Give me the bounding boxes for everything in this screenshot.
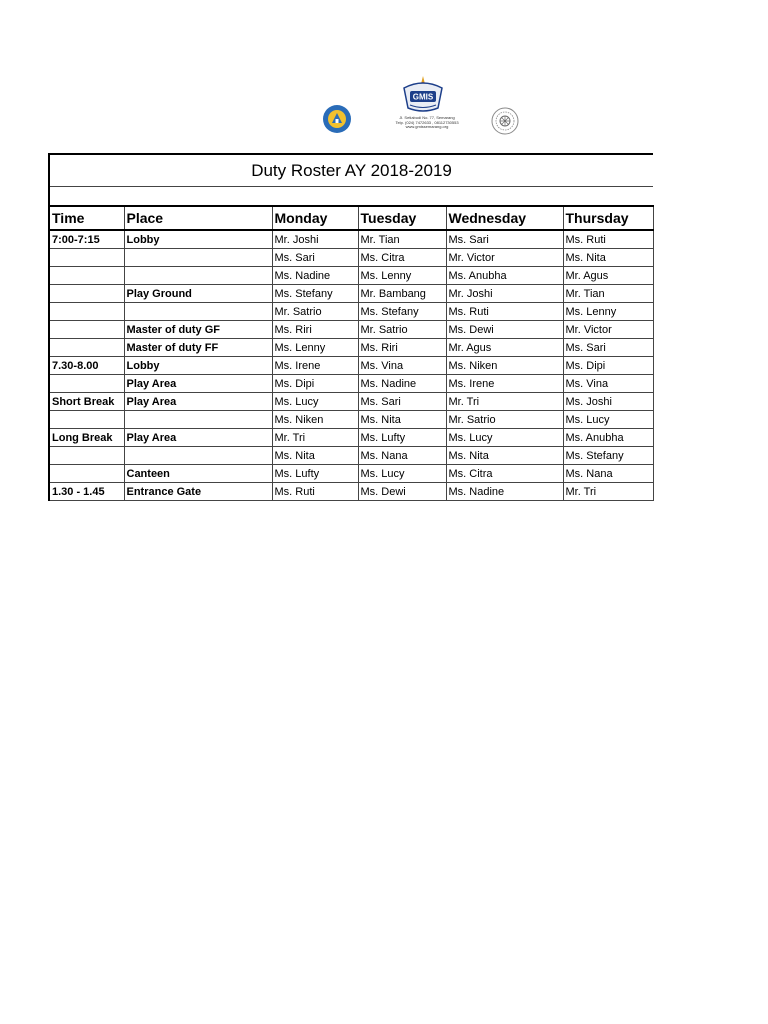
monday-cell: Mr. Joshi	[272, 230, 358, 249]
time-cell	[49, 285, 124, 303]
table-row	[49, 483, 653, 501]
place-cell: Master of duty GF	[124, 321, 272, 339]
wednesday-cell: Ms. Niken	[446, 357, 563, 375]
place-cell: Lobby	[124, 357, 272, 375]
table-row	[49, 429, 653, 447]
table-row	[49, 411, 653, 429]
thursday-cell: Ms. Vina	[563, 375, 653, 393]
monday-cell: Ms. Nita	[272, 447, 358, 465]
thursday-cell: Ms. Dipi	[563, 357, 653, 375]
thursday-cell: Ms. Anubha	[563, 429, 653, 447]
monday-cell: Ms. Lufty	[272, 465, 358, 483]
time-cell	[49, 375, 124, 393]
tuesday-cell: Ms. Dewi	[358, 483, 446, 501]
thursday-cell: Ms. Lenny	[563, 303, 653, 321]
monday-cell: Ms. Stefany	[272, 285, 358, 303]
table-row	[49, 339, 653, 357]
monday-cell: Ms. Riri	[272, 321, 358, 339]
tuesday-cell: Ms. Lufty	[358, 429, 446, 447]
place-cell: Entrance Gate	[124, 483, 272, 501]
table-row	[49, 357, 653, 375]
wednesday-cell: Ms. Nita	[446, 447, 563, 465]
column-header-wednesday: Wednesday	[446, 206, 563, 230]
tuesday-cell: Ms. Lucy	[358, 465, 446, 483]
wednesday-cell: Mr. Agus	[446, 339, 563, 357]
thursday-cell: Mr. Agus	[563, 267, 653, 285]
time-cell	[49, 411, 124, 429]
wednesday-cell: Ms. Nadine	[446, 483, 563, 501]
place-cell: Play Area	[124, 375, 272, 393]
wednesday-cell: Mr. Joshi	[446, 285, 563, 303]
wednesday-cell: Mr. Victor	[446, 249, 563, 267]
thursday-cell: Mr. Tian	[563, 285, 653, 303]
monday-cell: Ms. Dipi	[272, 375, 358, 393]
place-cell: Play Area	[124, 429, 272, 447]
column-header-thursday: Thursday	[563, 206, 653, 230]
place-cell	[124, 411, 272, 429]
school-address	[382, 116, 472, 130]
thursday-cell: Ms. Ruti	[563, 230, 653, 249]
thursday-cell: Ms. Lucy	[563, 411, 653, 429]
tuesday-cell: Ms. Nadine	[358, 375, 446, 393]
wednesday-cell: Ms. Lucy	[446, 429, 563, 447]
thursday-cell: Mr. Tri	[563, 483, 653, 501]
column-header-place: Place	[124, 206, 272, 230]
thursday-cell: Ms. Nana	[563, 465, 653, 483]
time-cell: Short Break	[49, 393, 124, 411]
table-row	[49, 285, 653, 303]
table-row	[49, 321, 653, 339]
monday-cell: Ms. Nadine	[272, 267, 358, 285]
tuesday-cell: Mr. Satrio	[358, 321, 446, 339]
wednesday-cell: Ms. Irene	[446, 375, 563, 393]
monday-cell: Ms. Ruti	[272, 483, 358, 501]
tuesday-cell: Ms. Lenny	[358, 267, 446, 285]
thursday-cell: Ms. Nita	[563, 249, 653, 267]
roster-title: Duty Roster AY 2018-2019	[49, 154, 653, 187]
tuesday-cell: Mr. Tian	[358, 230, 446, 249]
place-cell: Play Area	[124, 393, 272, 411]
time-cell: Long Break	[49, 429, 124, 447]
time-cell	[49, 465, 124, 483]
place-cell: Lobby	[124, 230, 272, 249]
table-row	[49, 267, 653, 285]
place-cell: Canteen	[124, 465, 272, 483]
tuesday-cell: Ms. Stefany	[358, 303, 446, 321]
wednesday-cell: Ms. Sari	[446, 230, 563, 249]
ministry-emblem-icon	[322, 104, 352, 134]
monday-cell: Mr. Tri	[272, 429, 358, 447]
table-row	[49, 393, 653, 411]
place-cell: Master of duty FF	[124, 339, 272, 357]
thursday-cell: Mr. Victor	[563, 321, 653, 339]
tuesday-cell: Ms. Riri	[358, 339, 446, 357]
tuesday-cell: Ms. Vina	[358, 357, 446, 375]
tuesday-cell: Mr. Bambang	[358, 285, 446, 303]
time-cell	[49, 447, 124, 465]
school-logo-icon	[398, 74, 448, 114]
time-cell	[49, 321, 124, 339]
column-header-monday: Monday	[272, 206, 358, 230]
wednesday-cell: Ms. Citra	[446, 465, 563, 483]
monday-cell: Mr. Satrio	[272, 303, 358, 321]
time-cell	[49, 303, 124, 321]
table-row	[49, 465, 653, 483]
monday-cell: Ms. Lenny	[272, 339, 358, 357]
tuesday-cell: Ms. Citra	[358, 249, 446, 267]
accreditation-seal-icon	[491, 107, 519, 135]
address-line: Jl. Setiabudi No. 77, Semarang	[399, 115, 455, 120]
time-cell	[49, 339, 124, 357]
table-row	[49, 249, 653, 267]
table-row	[49, 375, 653, 393]
school-logo-text: GMIS	[412, 92, 434, 102]
monday-cell: Ms. Lucy	[272, 393, 358, 411]
tuesday-cell: Ms. Sari	[358, 393, 446, 411]
column-header-tuesday: Tuesday	[358, 206, 446, 230]
place-cell	[124, 249, 272, 267]
monday-cell: Ms. Irene	[272, 357, 358, 375]
table-row	[49, 230, 653, 249]
header-row	[49, 206, 653, 230]
thursday-cell: Ms. Sari	[563, 339, 653, 357]
monday-cell: Ms. Niken	[272, 411, 358, 429]
duty-roster-table	[48, 153, 654, 501]
wednesday-cell: Ms. Dewi	[446, 321, 563, 339]
time-cell: 7.30-8.00	[49, 357, 124, 375]
table-row	[49, 303, 653, 321]
blank-row	[49, 187, 653, 207]
wednesday-cell: Ms. Ruti	[446, 303, 563, 321]
table-row	[49, 447, 653, 465]
time-cell: 7:00-7:15	[49, 230, 124, 249]
place-cell	[124, 267, 272, 285]
thursday-cell: Ms. Joshi	[563, 393, 653, 411]
address-line: www.gmissemarang.org	[405, 124, 449, 129]
time-cell: 1.30 - 1.45	[49, 483, 124, 501]
wednesday-cell: Mr. Tri	[446, 393, 563, 411]
time-cell	[49, 249, 124, 267]
column-header-time: Time	[49, 206, 124, 230]
wednesday-cell: Mr. Satrio	[446, 411, 563, 429]
place-cell	[124, 303, 272, 321]
thursday-cell: Ms. Stefany	[563, 447, 653, 465]
place-cell: Play Ground	[124, 285, 272, 303]
tuesday-cell: Ms. Nana	[358, 447, 446, 465]
monday-cell: Ms. Sari	[272, 249, 358, 267]
place-cell	[124, 447, 272, 465]
address-line: Telp. (024) 7472633 , 08112730553	[395, 119, 459, 125]
tuesday-cell: Ms. Nita	[358, 411, 446, 429]
time-cell	[49, 267, 124, 285]
wednesday-cell: Ms. Anubha	[446, 267, 563, 285]
